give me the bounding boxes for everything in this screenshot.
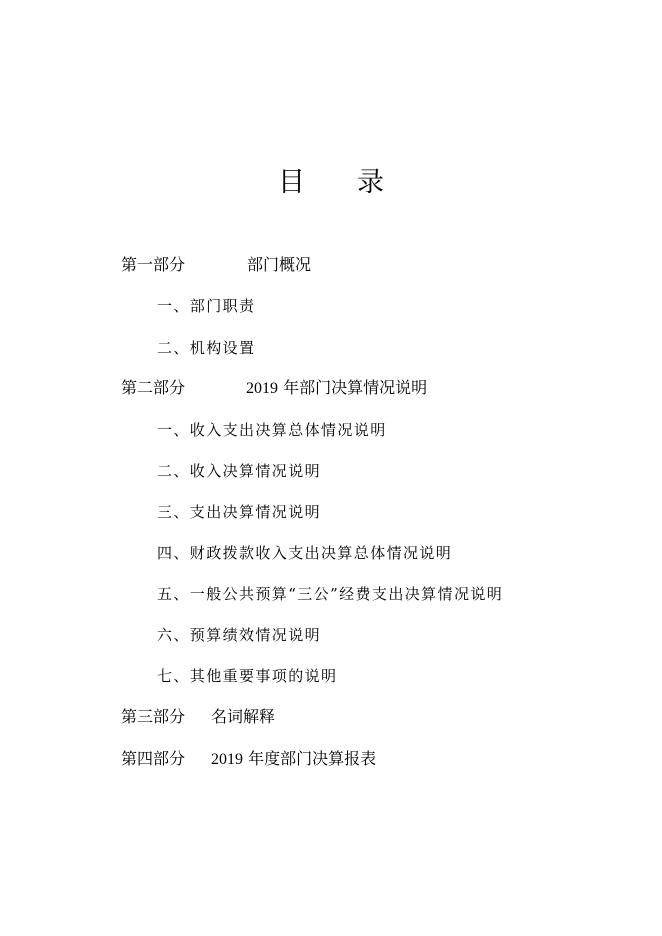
- toc-part-2-number: 第二部分: [121, 378, 186, 397]
- toc-item-2-6: 六、预算绩效情况说明: [157, 626, 322, 644]
- toc-item-2-3: 三、支出决算情况说明: [157, 503, 322, 521]
- toc-part-2-year: 2019: [246, 380, 278, 397]
- title-char-1: 目: [278, 167, 305, 198]
- toc-item-2-2: 二、收入决算情况说明: [157, 462, 322, 480]
- toc-item-2-1: 一、收入支出决算总体情况说明: [157, 421, 387, 439]
- toc-part-3-title: 名词解释: [211, 707, 276, 726]
- toc-part-2: [121, 377, 427, 400]
- toc-part-1: [121, 254, 311, 276]
- toc-item-2-7: 七、其他重要事项的说明: [157, 667, 338, 685]
- toc-part-3-number: 第三部分: [121, 707, 186, 726]
- toc-item-1-1: 一、部门职责: [157, 297, 256, 315]
- toc-part-4-title: [211, 748, 376, 771]
- toc-part-1-title: 部门概况: [247, 255, 312, 274]
- toc-part-2-title: [246, 377, 427, 400]
- toc-part-1-number: 第一部分: [121, 255, 186, 274]
- toc-part-4: [121, 748, 376, 771]
- toc-item-2-4: 四、财政拨款收入支出决算总体情况说明: [157, 544, 453, 562]
- toc-part-3: [121, 706, 275, 728]
- title-char-2: 录: [357, 167, 384, 198]
- toc-part-4-number: 第四部分: [121, 749, 186, 768]
- toc-part-4-title-text: 年度部门决算报表: [248, 749, 377, 768]
- toc-item-1-2: 二、机构设置: [157, 339, 256, 357]
- toc-part-4-year: 2019: [211, 751, 243, 768]
- page-title: [0, 160, 662, 199]
- toc-part-2-title-text: 年部门决算情况说明: [283, 378, 428, 397]
- toc-item-2-5: 五、一般公共预算“三公”经费支出决算情况说明: [157, 585, 504, 603]
